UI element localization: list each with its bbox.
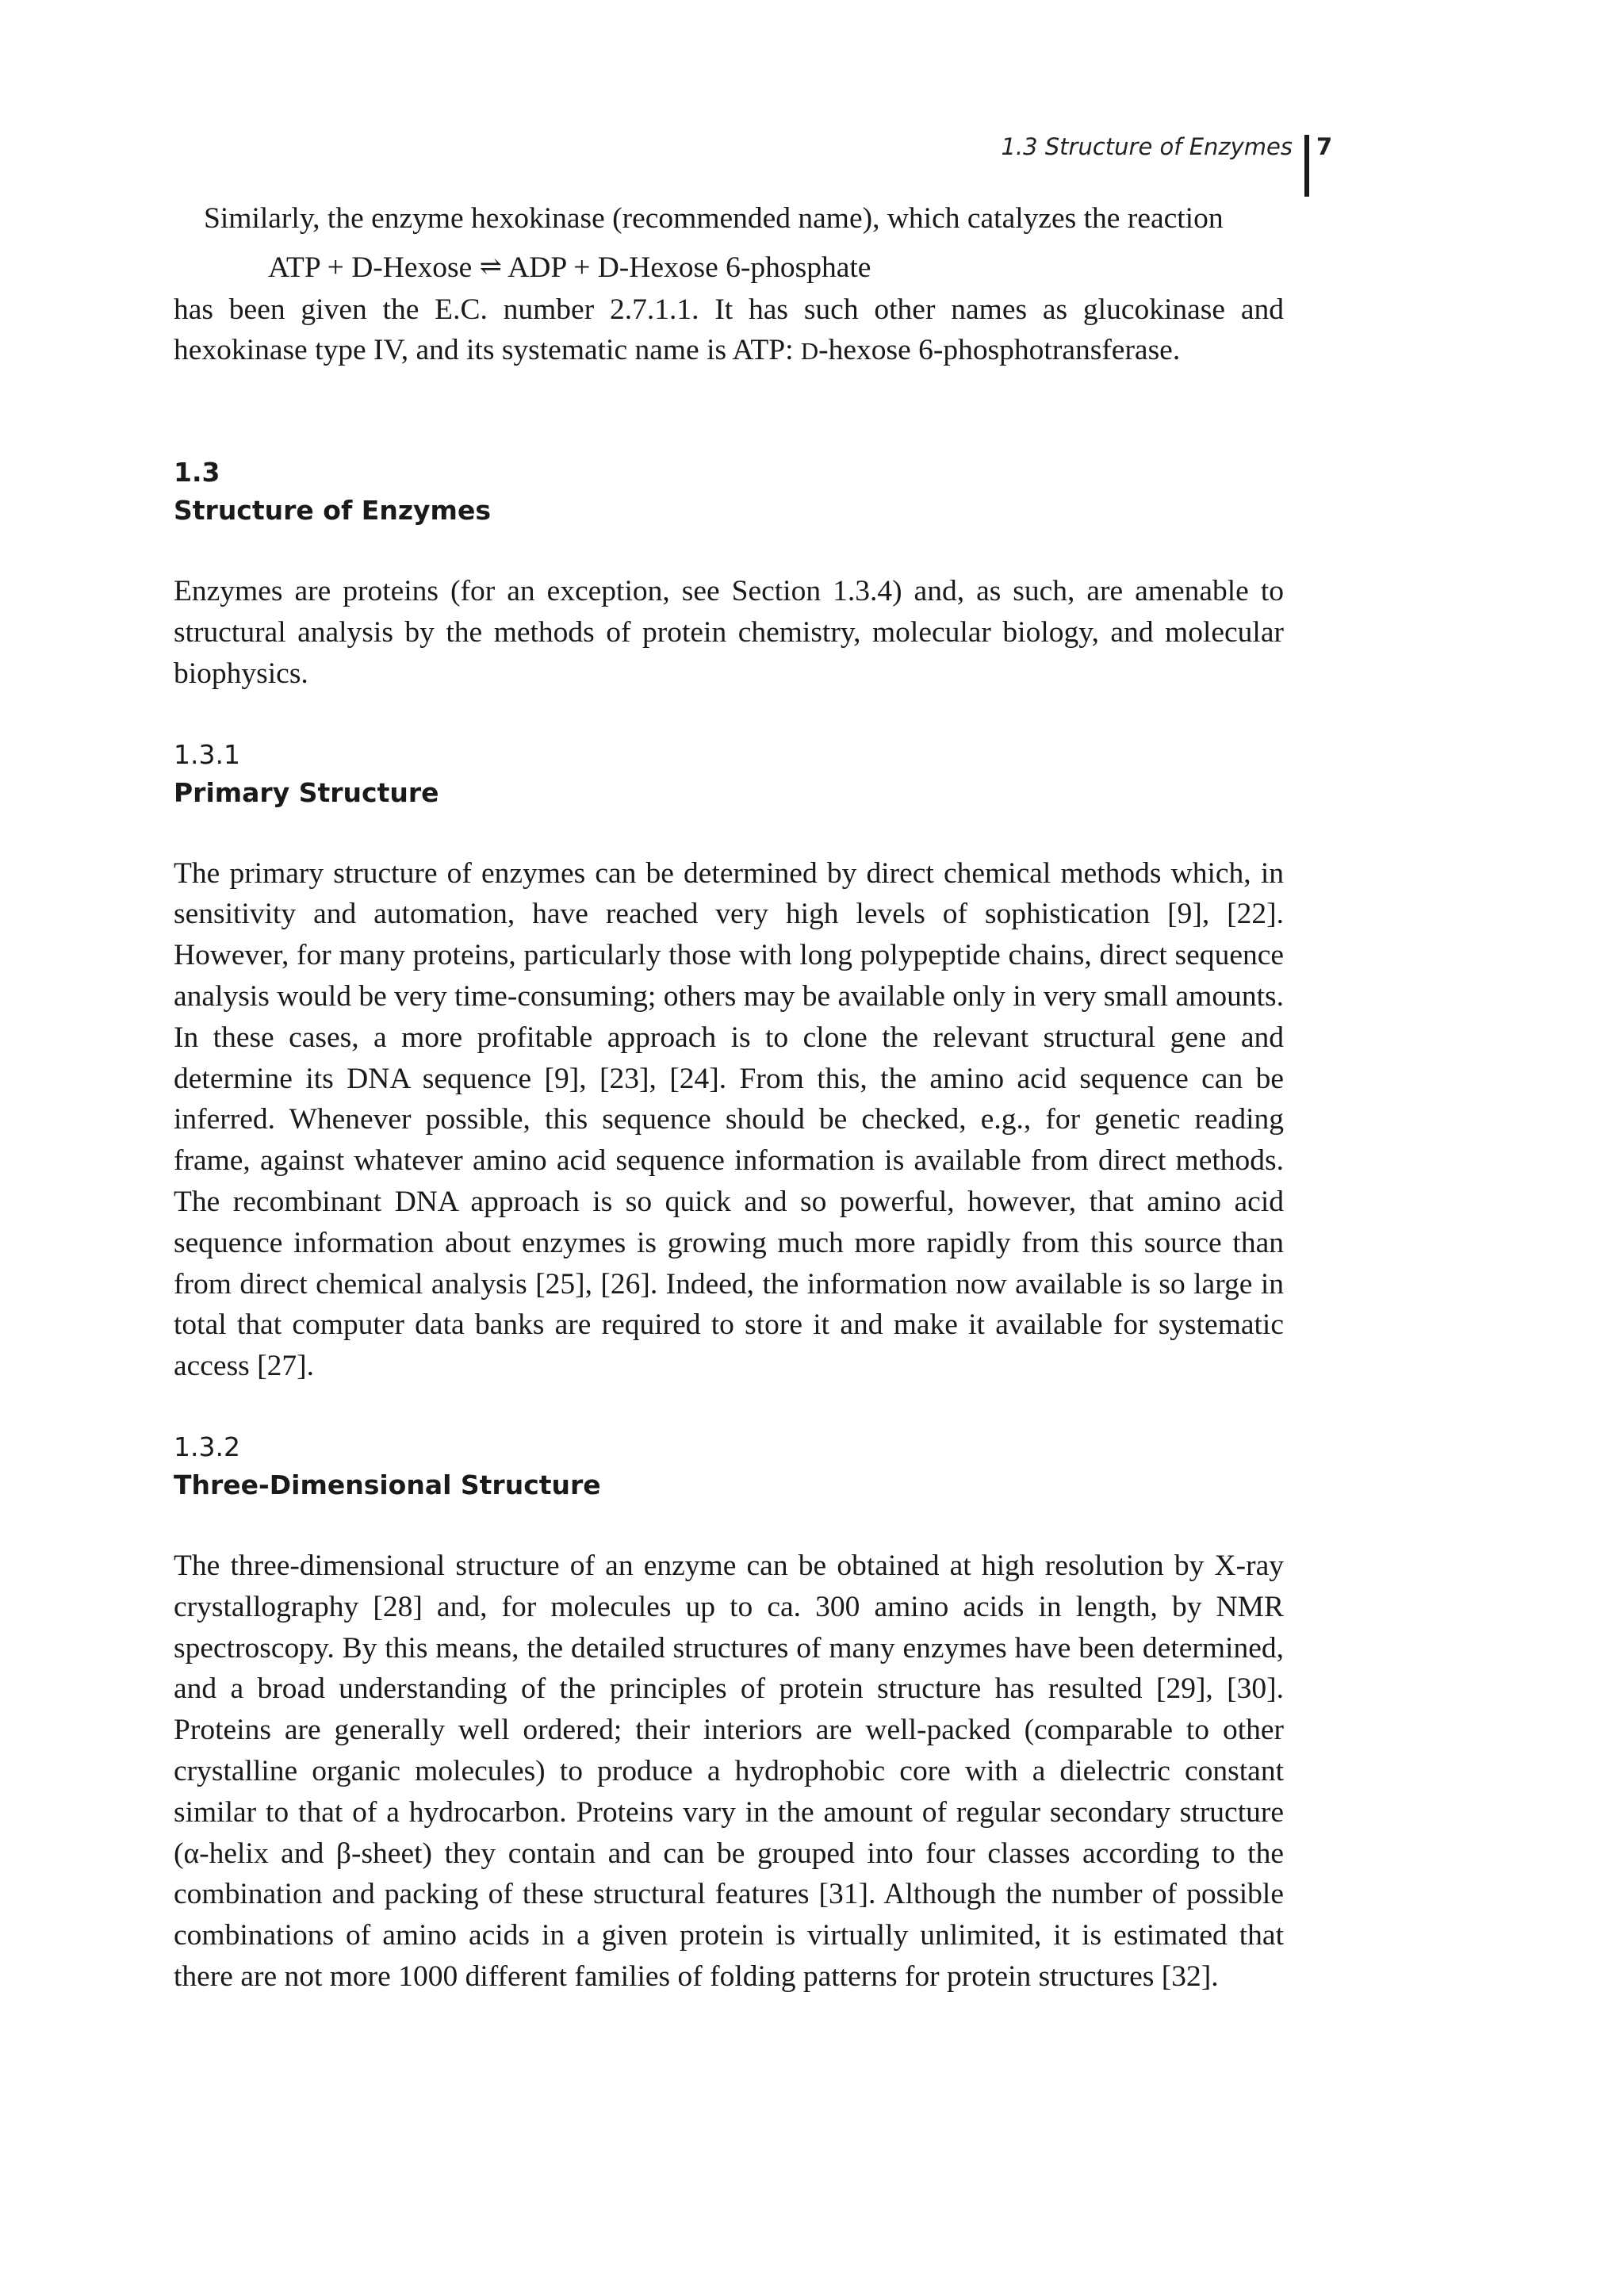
equation-left: ATP + D-Hexose <box>268 251 473 284</box>
ec-text-b: -hexose 6-phosphotransferase. <box>818 334 1181 367</box>
d-small-caps: D <box>800 338 819 366</box>
section-1-3-2-heading <box>174 1428 1284 1504</box>
section-title: Structure of Enzymes <box>174 495 491 527</box>
subsection-number: 1.3.1 <box>174 738 240 770</box>
page-content <box>174 198 1284 1998</box>
subsection-number: 1.3.2 <box>174 1431 240 1462</box>
intro-paragraph: Similarly, the enzyme hexokinase (recommended name), which catalyzes the reaction <box>204 202 1224 235</box>
ec-text-a: has been given the E.C. number 2.7.1.1. It has such other names as glucokinase and hexokinase type IV, and its systematic name is ATP: <box>174 293 1284 367</box>
running-head-rule <box>1304 135 1309 197</box>
page-number: 7 <box>1316 133 1333 160</box>
subsection-title: Primary Structure <box>174 776 439 808</box>
section-number: 1.3 <box>174 457 220 488</box>
section-1-3-1-heading <box>174 736 1284 812</box>
ec-number-paragraph <box>174 289 1284 374</box>
subsection-title: Three-Dimensional Structure <box>174 1469 601 1500</box>
reaction-equation <box>174 247 1284 289</box>
equilibrium-arrow-icon: ⇌ <box>479 251 502 282</box>
running-head-title: 1.3 Structure of Enzymes <box>1001 133 1293 160</box>
equation-right: ADP + D-Hexose 6-phosphate <box>508 251 871 284</box>
section-1-3-paragraph: Enzymes are proteins (for an exception, see Section 1.3.4) and, as such, are amenable to structural analysis by the methods of protein chemistry, molecular biology, and molecular biophysics. <box>174 575 1284 690</box>
section-1-3-1-paragraph: The primary structure of enzymes can be determined by direct chemical methods which, in sensitivity and automation, have reached very high levels of sophistication [9], [22]. However, for many proteins, particularly those with long polypeptide chains, direct sequence analysis would be very time-consuming; others may be available only in very small amounts. In these cases, a more profitable approach is to clone the relevant structural gene and determine its DNA sequence [9], [23], [24]. From this, the amino acid sequence can be inferred. Whenever possible, this sequence should be checked, e.g., for genetic reading frame, against whatever amino acid sequence information is available from direct methods. The recombinant DNA approach is so quick and so powerful, however, that amino acid sequence information about enzymes is growing much more rapidly from this source than from direct chemical analysis [25], [26]. Indeed, the information now available is so large in total that computer data banks are required to store it and make it available for systematic access [27]. <box>174 856 1284 1383</box>
section-1-3-heading <box>174 454 1284 530</box>
section-1-3-2-paragraph: The three-dimensional structure of an enzyme can be obtained at high resolution by X-ray crystallography [28] and, for molecules up to ca. 300 amino acids in length, by NMR spectroscopy. By this means, the detailed structures of many enzymes have been determined, and a broad understanding of the principles of protein structure has resulted [29], [30]. Proteins are generally well ordered; their interiors are well-packed (comparable to other crystalline organic molecules) to produce a hydrophobic core with a dielectric constant similar to that of a hydrocarbon. Proteins vary in the amount of regular secondary structure (α-helix and β-sheet) they contain and can be grouped into four classes according to the combination and packing of these structural features [31]. Although the number of possible combinations of amino acids in a given protein is virtually unlimited, it is estimated that there are not more 1000 different families of folding patterns for protein structures [32]. <box>174 1549 1284 1993</box>
